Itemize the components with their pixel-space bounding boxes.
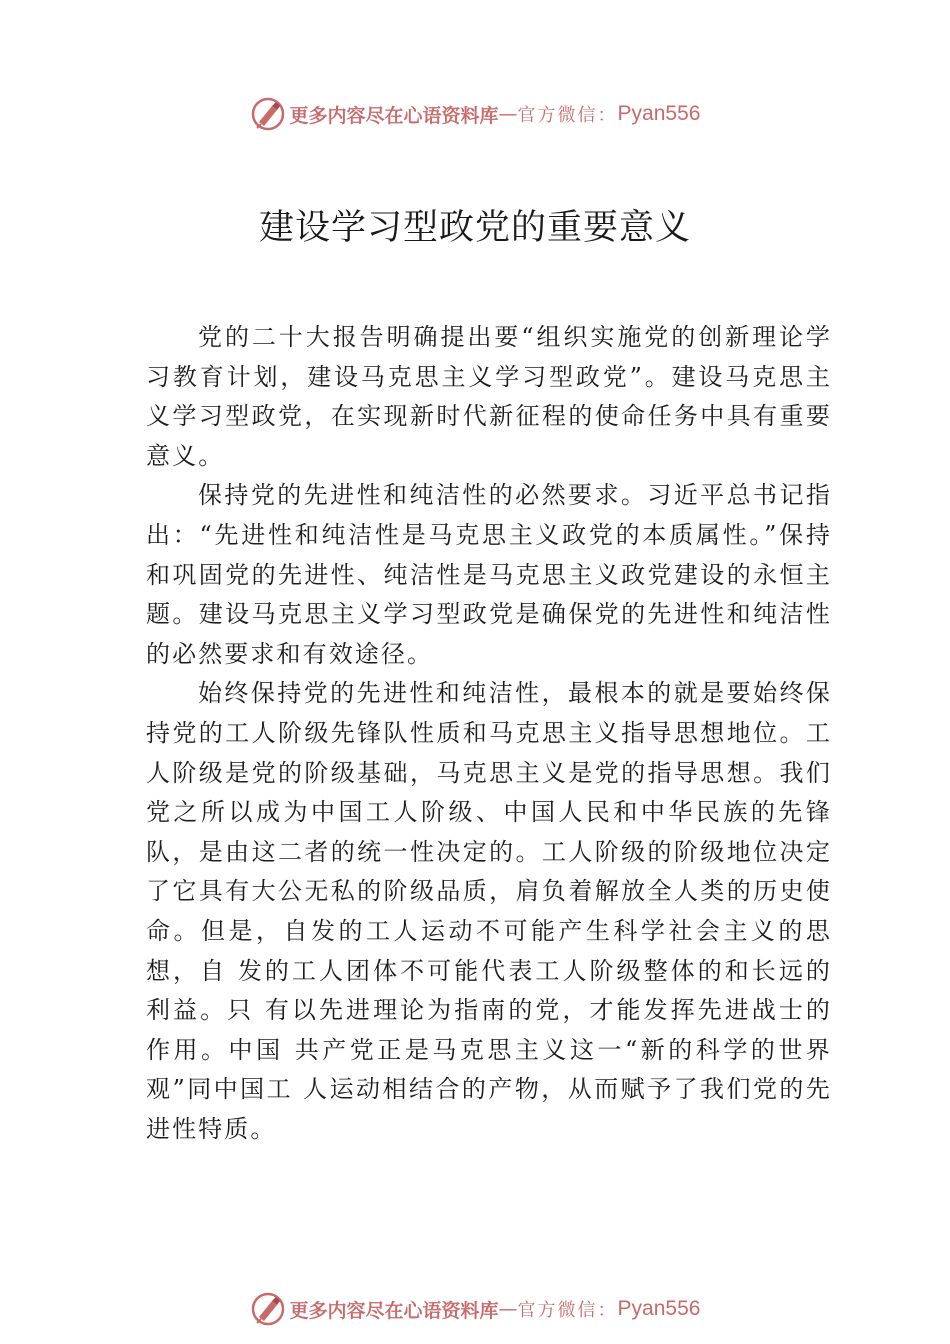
banner-wechat-label: 官方微信：: [517, 1300, 618, 1321]
banner-wechat-id: Pyan556: [617, 1297, 701, 1320]
banner-site-text: 更多内容尽在心语资料库: [289, 104, 499, 127]
document-title: 建设学习型政党的重要意义: [258, 208, 691, 248]
footer-banner: [0, 1287, 950, 1331]
banner-site-text: 更多内容尽在心语资料库: [289, 1299, 499, 1322]
paragraph-1: 党的二十大报告明确提出要“组织实施党的创新理论学习教育计划，建设马克思主义学习型政党”。建设马克思主义学习型政党，在实现新时代新征程的使命任务中具有重要意义。: [146, 323, 832, 470]
document-body: [146, 318, 832, 1149]
banner-wechat-id: Pyan556: [617, 102, 701, 125]
pen-nib-logo-icon: [250, 1291, 286, 1327]
paragraph-3: 始终保持党的先进性和纯洁性，最根本的就是要始终保持党的工人阶级先锋队性质和马克思主义指导思想地位。工人阶级是党的阶级基础，马克思主义是党的指导思想。我们党之所以成为中国工人阶级、中国人民和中华民族的先锋队，是由这二者的统一性决定的。工人阶级的阶级地位决定了它具有大公无私的阶级品质，肩负着解放全人类的历史使命。但是，自发的工人运动不可能产生科学社会主义的思想，自 发的工人团体不可能代表工人阶级整体的和长远的利益。只 有以先进理论为指南的党，才能发挥先进战士的作用。中国 共产党正是马克思主义这一“新的科学的世界观”同中国工 人运动相结合的产物，从而赋予了我们党的先进性特质。: [146, 679, 832, 1143]
pen-nib-logo-icon: [250, 96, 286, 132]
banner-wechat-label: 官方微信：: [517, 105, 618, 126]
header-banner: [0, 92, 950, 136]
paragraph-2: 保持党的先进性和纯洁性的必然要求。习近平总书记指出：“先进性和纯洁性是马克思主义政党的本质属性。”保持和巩固党的先进性、纯洁性是马克思主义政党建设的永恒主题。建设马克思主义学习型政党是确保党的先进性和纯洁性的必然要求和有效途径。: [146, 481, 832, 668]
banner-separator: —: [498, 1298, 518, 1320]
banner-separator: —: [498, 103, 518, 125]
